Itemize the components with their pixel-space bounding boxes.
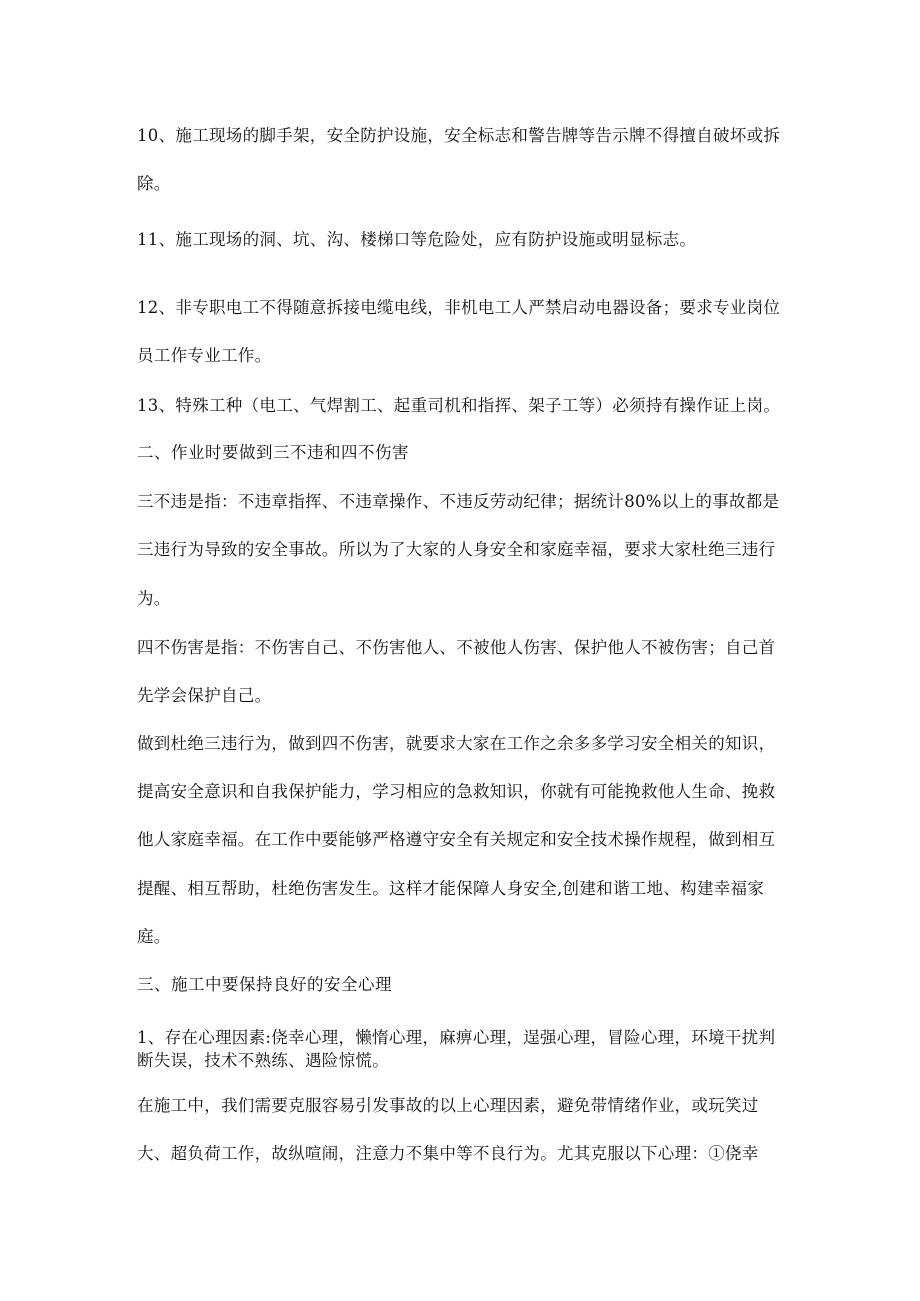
paragraph-item-12-line-1: 12、非专职电工不得随意拆接电缆电线，非机电工人严禁启动电器设备；要求专业岗位	[137, 298, 781, 317]
section-heading-3: 三、施工中要保持良好的安全心理	[137, 975, 392, 994]
paragraph-item-10-line-1: 10、施工现场的脚手架，安全防护设施，安全标志和警告牌等告示牌不得擅自破坏或拆	[137, 126, 781, 145]
paragraph-summary-line-3: 他人家庭幸福。在工作中要能够严格遵守安全有关规定和安全技术操作规程，做到相互	[137, 830, 776, 849]
paragraph-overcome-line-2: 大、超负荷工作，故纵喧闹，注意力不集中等不良行为。尤其克服以下心理：①侥幸	[137, 1144, 759, 1163]
paragraph-overcome-line-1: 在施工中，我们需要克服容易引发事故的以上心理因素，避免带情绪作业，或玩笑过	[137, 1096, 759, 1115]
paragraph-si-bu-shang-hai-line-2: 先学会保护自己。	[137, 686, 272, 705]
paragraph-summary-line-2: 提高安全意识和自我保护能力，学习相应的急救知识，你就有可能挽救他人生命、挽救	[137, 782, 776, 801]
section-heading-2: 二、作业时要做到三不违和四不伤害	[137, 443, 409, 462]
paragraph-si-bu-shang-hai-line-1: 四不伤害是指：不伤害自己、不伤害他人、不被他人伤害、保护他人不被伤害；自己首	[137, 638, 776, 657]
paragraph-item-10-line-2: 除。	[137, 174, 171, 193]
paragraph-summary-line-5: 庭。	[137, 927, 171, 946]
paragraph-item-12-line-2: 员工作专业工作。	[137, 346, 272, 365]
paragraph-item-11: 11、施工现场的洞、坑、沟、楼梯口等危险处，应有防护设施或明显标志。	[137, 230, 697, 249]
paragraph-san-bu-wei-line-2: 三违行为导致的安全事故。所以为了大家的人身安全和家庭幸福，要求大家杜绝三违行	[137, 540, 776, 559]
paragraph-san-bu-wei-line-3: 为。	[137, 589, 171, 608]
paragraph-summary-line-4: 提醒、相互帮助，杜绝伤害发生。这样才能保障人身安全,创建和谐工地、构建幸福家	[137, 879, 765, 898]
paragraph-san-bu-wei-line-1: 三不违是指：不违章指挥、不违章操作、不违反劳动纪律；据统计80%以上的事故都是	[137, 492, 780, 511]
paragraph-psychology-factors-line-2: 断失误，技术不熟练、遇险惊慌。	[137, 1051, 389, 1070]
paragraph-summary-line-1: 做到杜绝三违行为，做到四不伤害，就要求大家在工作之余多多学习安全相关的知识，	[137, 734, 776, 753]
paragraph-item-13: 13、特殊工种（电工、气焊割工、起重司机和指挥、架子工等）必须持有操作证上岗。	[137, 396, 781, 415]
paragraph-psychology-factors-line-1: 1、存在心理因素:侥幸心理，懒惰心理，麻痹心理，逞强心理，冒险心理，环境干扰判	[137, 1028, 776, 1047]
